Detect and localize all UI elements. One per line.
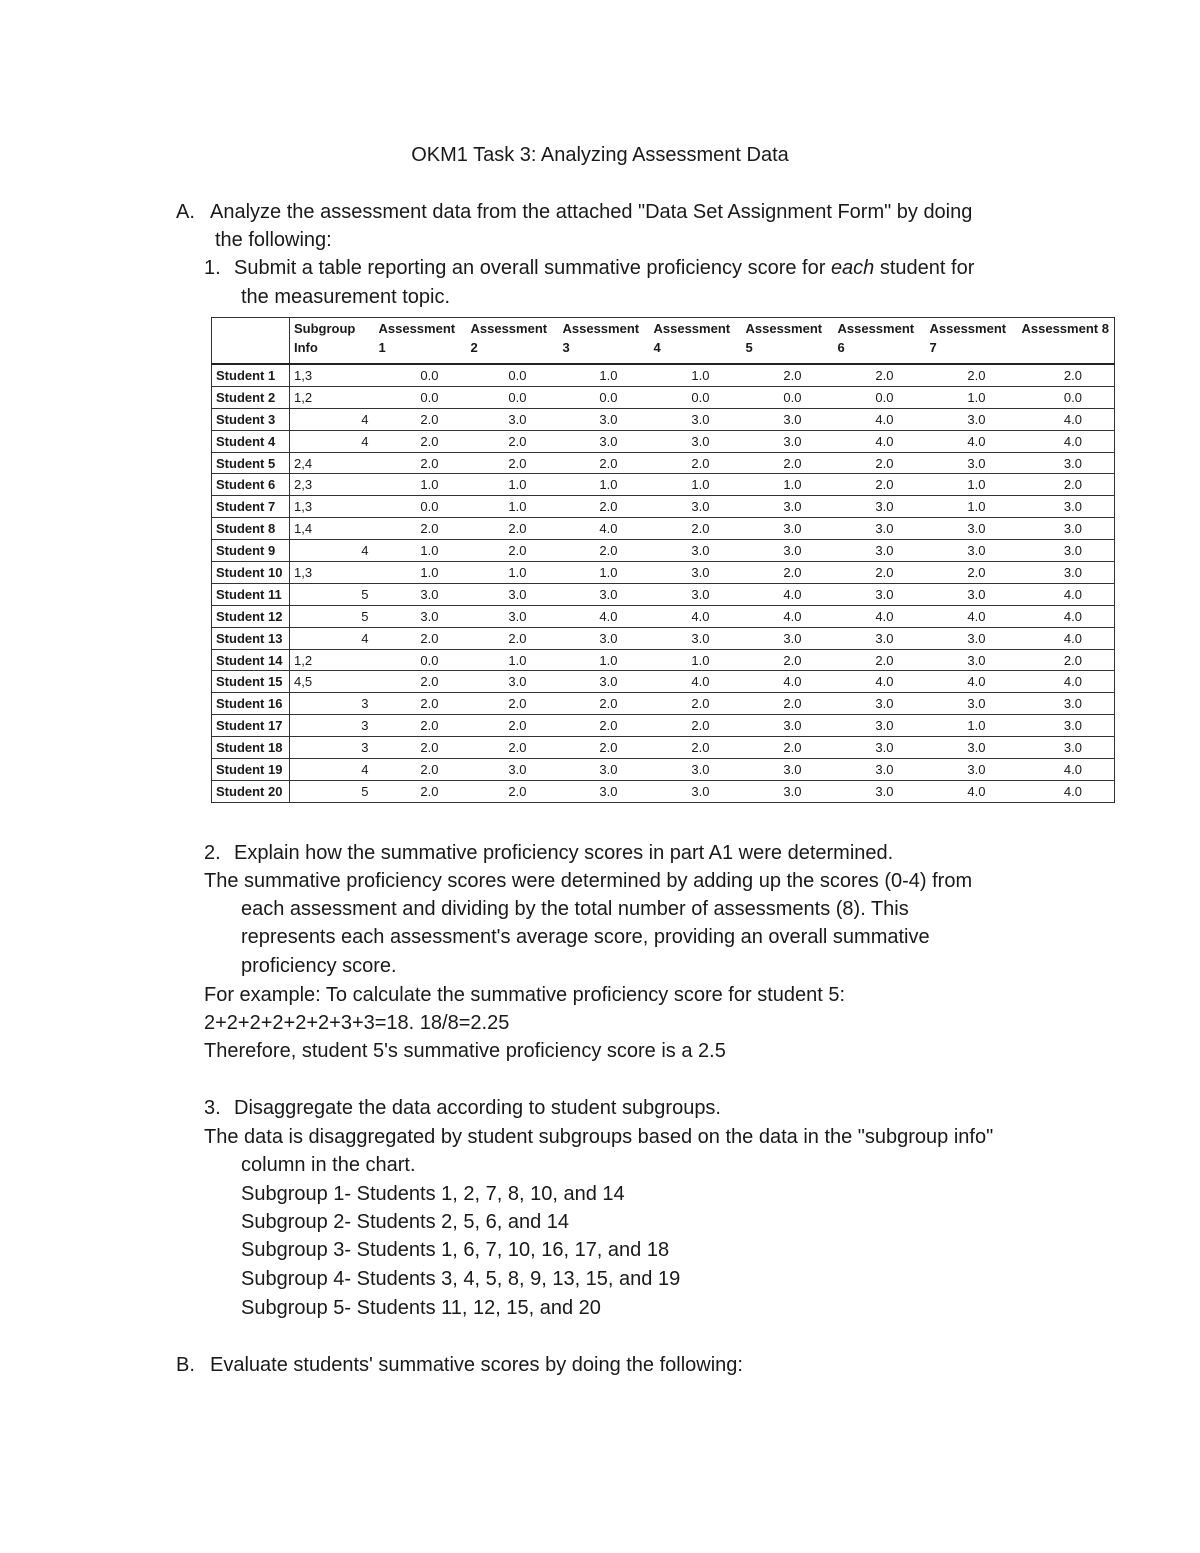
score-cell: 4.0 (1018, 759, 1115, 781)
student-name-cell: Student 17 (212, 715, 290, 737)
score-cell: 1.0 (650, 474, 742, 496)
table-row (212, 430, 1115, 452)
item3-answer-line2: column in the chart. (241, 1154, 416, 1176)
student-name-cell: Student 16 (212, 693, 290, 715)
score-cell: 4.0 (926, 780, 1018, 802)
score-cell: 4.0 (1018, 430, 1115, 452)
score-cell: 2.0 (467, 540, 559, 562)
score-cell: 3.0 (834, 496, 926, 518)
table-row (212, 496, 1115, 518)
score-cell: 3.0 (834, 518, 926, 540)
subgroup-cell: 1,2 (290, 649, 375, 671)
item1-line2: the measurement topic. (241, 286, 450, 308)
score-cell: 2.0 (375, 430, 467, 452)
score-cell: 1.0 (375, 540, 467, 562)
student-name-cell: Student 20 (212, 780, 290, 802)
score-cell: 2.0 (467, 715, 559, 737)
score-cell: 3.0 (1018, 452, 1115, 474)
score-cell: 0.0 (742, 386, 834, 408)
score-cell: 2.0 (834, 364, 926, 386)
subgroup-cell: 3 (290, 737, 375, 759)
score-cell: 4.0 (742, 671, 834, 693)
score-cell: 4.0 (834, 671, 926, 693)
score-cell: 0.0 (375, 364, 467, 386)
score-cell: 2.0 (375, 737, 467, 759)
score-cell: 3.0 (742, 780, 834, 802)
score-cell: 2.0 (467, 693, 559, 715)
score-cell: 3.0 (834, 627, 926, 649)
score-cell: 2.0 (559, 496, 650, 518)
item3-answer-line1: The data is disaggregated by student subgroups based on the data in the "subgroup info" (204, 1126, 994, 1148)
score-cell: 2.0 (559, 540, 650, 562)
score-cell: 0.0 (467, 386, 559, 408)
score-cell: 4.0 (1018, 671, 1115, 693)
table-row (212, 693, 1115, 715)
score-cell: 3.0 (926, 693, 1018, 715)
table-row (212, 605, 1115, 627)
item3-number: 3. (204, 1097, 221, 1119)
item2-example-line1: For example: To calculate the summative proficiency score for student 5: (204, 984, 846, 1006)
item3-text: Disaggregate the data according to student subgroups. (234, 1097, 721, 1119)
part-b-label: B. (176, 1354, 195, 1376)
score-cell: 1.0 (375, 474, 467, 496)
table-row (212, 627, 1115, 649)
score-cell: 3.0 (926, 452, 1018, 474)
score-cell: 3.0 (926, 737, 1018, 759)
student-name-cell: Student 2 (212, 386, 290, 408)
item2-example-line2: 2+2+2+2+2+2+3+3=18. 18/8=2.25 (204, 1012, 510, 1034)
score-cell: 2.0 (467, 737, 559, 759)
score-cell: 2.0 (375, 408, 467, 430)
score-cell: 1.0 (926, 386, 1018, 408)
score-cell: 0.0 (1018, 386, 1115, 408)
score-cell: 3.0 (1018, 693, 1115, 715)
score-cell: 3.0 (742, 715, 834, 737)
student-name-cell: Student 11 (212, 583, 290, 605)
item2-number: 2. (204, 842, 221, 864)
score-cell: 2.0 (1018, 474, 1115, 496)
score-cell: 2.0 (650, 452, 742, 474)
score-cell: 4.0 (742, 605, 834, 627)
subgroup-cell: 1,3 (290, 364, 375, 386)
table-row (212, 649, 1115, 671)
score-cell: 2.0 (467, 518, 559, 540)
score-cell: 3.0 (650, 780, 742, 802)
score-cell: 2.0 (742, 693, 834, 715)
score-cell: 3.0 (650, 430, 742, 452)
score-cell: 1.0 (467, 496, 559, 518)
subgroup-cell: 5 (290, 583, 375, 605)
score-cell: 3.0 (742, 518, 834, 540)
score-cell: 4.0 (1018, 627, 1115, 649)
subgroup-cell: 4 (290, 627, 375, 649)
score-cell: 0.0 (375, 386, 467, 408)
score-cell: 2.0 (559, 693, 650, 715)
score-cell: 1.0 (650, 364, 742, 386)
score-cell: 4.0 (650, 671, 742, 693)
score-cell: 0.0 (375, 649, 467, 671)
subgroup-cell: 4 (290, 430, 375, 452)
score-cell: 2.0 (559, 715, 650, 737)
score-cell: 3.0 (926, 408, 1018, 430)
student-name-cell: Student 12 (212, 605, 290, 627)
score-cell: 1.0 (559, 474, 650, 496)
score-cell: 3.0 (559, 430, 650, 452)
student-name-cell: Student 3 (212, 408, 290, 430)
score-cell: 4.0 (1018, 408, 1115, 430)
score-cell: 3.0 (375, 605, 467, 627)
score-cell: 1.0 (926, 715, 1018, 737)
score-cell: 3.0 (834, 780, 926, 802)
score-cell: 2.0 (926, 364, 1018, 386)
table-row (212, 452, 1115, 474)
score-cell: 3.0 (834, 693, 926, 715)
score-cell: 3.0 (559, 627, 650, 649)
item1-number: 1. (204, 257, 221, 279)
score-cell: 3.0 (834, 583, 926, 605)
score-cell: 2.0 (375, 759, 467, 781)
score-cell: 1.0 (467, 562, 559, 584)
header-cell: Assessment 6 (834, 318, 926, 365)
score-cell: 2.0 (834, 562, 926, 584)
score-cell: 2.0 (467, 452, 559, 474)
table-row (212, 474, 1115, 496)
score-cell: 3.0 (650, 562, 742, 584)
score-cell: 3.0 (559, 408, 650, 430)
score-cell: 4.0 (834, 605, 926, 627)
score-cell: 3.0 (742, 627, 834, 649)
header-cell: Assessment 5 (742, 318, 834, 365)
subgroup-cell: 1,3 (290, 562, 375, 584)
score-cell: 2.0 (375, 627, 467, 649)
subgroup-cell: 5 (290, 605, 375, 627)
score-cell: 3.0 (1018, 540, 1115, 562)
score-cell: 3.0 (467, 408, 559, 430)
subgroup-cell: 4 (290, 408, 375, 430)
subgroup-cell: 2,4 (290, 452, 375, 474)
student-name-cell: Student 15 (212, 671, 290, 693)
table-row (212, 540, 1115, 562)
score-cell: 3.0 (926, 649, 1018, 671)
item2-answer-line1: The summative proficiency scores were determined by adding up the scores (0-4) from (204, 870, 973, 892)
table-row (212, 671, 1115, 693)
item2-answer-line2: each assessment and dividing by the total number of assessments (8). This (241, 898, 909, 920)
student-name-cell: Student 1 (212, 364, 290, 386)
header-cell: Subgroup Info (290, 318, 375, 365)
table-header-row (212, 318, 1115, 365)
page-title: OKM1 Task 3: Analyzing Assessment Data (411, 144, 789, 166)
score-cell: 3.0 (1018, 715, 1115, 737)
score-cell: 0.0 (834, 386, 926, 408)
item1-text (234, 254, 974, 282)
score-cell: 2.0 (926, 562, 1018, 584)
subgroup-2-line: Subgroup 2- Students 2, 5, 6, and 14 (241, 1211, 570, 1233)
subgroup-cell: 1,4 (290, 518, 375, 540)
item2-text: Explain how the summative proficiency scores in part A1 were determined. (234, 842, 894, 864)
score-cell: 3.0 (1018, 737, 1115, 759)
score-cell: 0.0 (559, 386, 650, 408)
table-row (212, 518, 1115, 540)
score-cell: 1.0 (559, 562, 650, 584)
score-cell: 4.0 (926, 671, 1018, 693)
student-name-cell: Student 8 (212, 518, 290, 540)
score-cell: 2.0 (375, 693, 467, 715)
score-cell: 3.0 (926, 518, 1018, 540)
student-name-cell: Student 7 (212, 496, 290, 518)
header-cell: Assessment 4 (650, 318, 742, 365)
table-row (212, 386, 1115, 408)
score-cell: 1.0 (926, 496, 1018, 518)
score-cell: 2.0 (650, 518, 742, 540)
header-cell: Assessment 2 (467, 318, 559, 365)
score-cell: 0.0 (650, 386, 742, 408)
student-name-cell: Student 5 (212, 452, 290, 474)
score-cell: 2.0 (467, 430, 559, 452)
score-cell: 3.0 (742, 759, 834, 781)
part-a-line1: Analyze the assessment data from the attached "Data Set Assignment Form" by doing (210, 201, 973, 223)
score-cell: 0.0 (375, 496, 467, 518)
score-cell: 4.0 (559, 605, 650, 627)
item2-answer-line3: represents each assessment's average score, providing an overall summative (241, 926, 930, 948)
table-row (212, 562, 1115, 584)
score-cell: 1.0 (467, 649, 559, 671)
table-body (212, 364, 1115, 802)
subgroup-cell: 2,3 (290, 474, 375, 496)
subgroup-cell: 4,5 (290, 671, 375, 693)
header-cell (212, 318, 290, 365)
score-cell: 4.0 (1018, 583, 1115, 605)
score-cell: 3.0 (650, 496, 742, 518)
score-cell: 2.0 (742, 737, 834, 759)
table-row (212, 364, 1115, 386)
score-cell: 2.0 (467, 627, 559, 649)
score-cell: 1.0 (742, 474, 834, 496)
score-cell: 4.0 (559, 518, 650, 540)
table-row (212, 715, 1115, 737)
score-cell: 1.0 (375, 562, 467, 584)
subgroup-4-line: Subgroup 4- Students 3, 4, 5, 8, 9, 13, 15, and 19 (241, 1268, 681, 1290)
score-cell: 4.0 (834, 408, 926, 430)
score-cell: 2.0 (559, 737, 650, 759)
subgroup-3-line: Subgroup 3- Students 1, 6, 7, 10, 16, 17, and 18 (241, 1239, 670, 1261)
score-cell: 0.0 (467, 364, 559, 386)
score-cell: 2.0 (650, 715, 742, 737)
score-cell: 2.0 (467, 780, 559, 802)
header-cell: Assessment 3 (559, 318, 650, 365)
table-row (212, 759, 1115, 781)
score-cell: 4.0 (1018, 605, 1115, 627)
subgroup-cell: 4 (290, 759, 375, 781)
score-cell: 3.0 (742, 496, 834, 518)
score-cell: 2.0 (834, 649, 926, 671)
score-cell: 2.0 (834, 474, 926, 496)
score-cell: 4.0 (650, 605, 742, 627)
item2-example-line3: Therefore, student 5's summative proficiency score is a 2.5 (204, 1040, 726, 1062)
student-name-cell: Student 4 (212, 430, 290, 452)
score-cell: 1.0 (926, 474, 1018, 496)
score-cell: 2.0 (375, 671, 467, 693)
part-a-line2: the following: (215, 229, 332, 251)
score-cell: 3.0 (650, 583, 742, 605)
score-cell: 2.0 (375, 715, 467, 737)
score-cell: 2.0 (1018, 364, 1115, 386)
table-row (212, 780, 1115, 802)
part-b-text: Evaluate students' summative scores by doing the following: (210, 1354, 743, 1376)
score-cell: 2.0 (650, 693, 742, 715)
score-cell: 3.0 (926, 540, 1018, 562)
scores-table (211, 317, 1115, 803)
subgroup-cell: 4 (290, 540, 375, 562)
student-name-cell: Student 9 (212, 540, 290, 562)
score-cell: 3.0 (834, 715, 926, 737)
score-cell: 4.0 (742, 583, 834, 605)
score-cell: 3.0 (834, 540, 926, 562)
score-cell: 2.0 (375, 518, 467, 540)
score-cell: 2.0 (1018, 649, 1115, 671)
score-cell: 3.0 (1018, 496, 1115, 518)
subgroup-cell: 5 (290, 780, 375, 802)
score-cell: 2.0 (742, 364, 834, 386)
score-cell: 2.0 (742, 562, 834, 584)
score-cell: 2.0 (834, 452, 926, 474)
score-cell: 3.0 (742, 408, 834, 430)
score-cell: 4.0 (834, 430, 926, 452)
subgroup-1-line: Subgroup 1- Students 1, 2, 7, 8, 10, and 14 (241, 1183, 625, 1205)
item2-answer-line4: proficiency score. (241, 955, 397, 977)
part-a-label: A. (176, 201, 195, 223)
score-cell: 3.0 (559, 780, 650, 802)
student-name-cell: Student 14 (212, 649, 290, 671)
table-row (212, 408, 1115, 430)
item1-text-b: student for (874, 257, 975, 279)
score-cell: 1.0 (559, 649, 650, 671)
item1-text-a: Submit a table reporting an overall summative proficiency score for (234, 257, 831, 279)
score-cell: 2.0 (742, 452, 834, 474)
subgroup-cell: 1,3 (290, 496, 375, 518)
score-cell: 3.0 (650, 627, 742, 649)
score-cell: 3.0 (467, 759, 559, 781)
score-cell: 3.0 (467, 605, 559, 627)
score-cell: 1.0 (467, 474, 559, 496)
score-cell: 3.0 (834, 759, 926, 781)
score-cell: 2.0 (375, 780, 467, 802)
student-name-cell: Student 6 (212, 474, 290, 496)
score-cell: 4.0 (1018, 780, 1115, 802)
score-cell: 3.0 (926, 583, 1018, 605)
score-cell: 3.0 (650, 759, 742, 781)
score-cell: 3.0 (834, 737, 926, 759)
score-cell: 1.0 (650, 649, 742, 671)
header-cell: Assessment 7 (926, 318, 1018, 365)
subgroup-5-line: Subgroup 5- Students 11, 12, 15, and 20 (241, 1297, 601, 1319)
student-name-cell: Student 18 (212, 737, 290, 759)
score-cell: 2.0 (650, 737, 742, 759)
score-cell: 1.0 (559, 364, 650, 386)
score-cell: 3.0 (650, 408, 742, 430)
subgroup-cell: 1,2 (290, 386, 375, 408)
score-cell: 2.0 (559, 452, 650, 474)
header-cell: Assessment 1 (375, 318, 467, 365)
score-cell: 4.0 (926, 430, 1018, 452)
score-cell: 3.0 (926, 627, 1018, 649)
score-cell: 3.0 (467, 671, 559, 693)
score-cell: 2.0 (742, 649, 834, 671)
score-cell: 3.0 (1018, 562, 1115, 584)
score-cell: 4.0 (926, 605, 1018, 627)
student-name-cell: Student 19 (212, 759, 290, 781)
score-cell: 3.0 (926, 759, 1018, 781)
score-cell: 3.0 (742, 430, 834, 452)
score-cell: 2.0 (375, 452, 467, 474)
subgroup-cell: 3 (290, 715, 375, 737)
score-cell: 3.0 (742, 540, 834, 562)
header-cell: Assessment 8 (1018, 318, 1115, 365)
student-name-cell: Student 13 (212, 627, 290, 649)
score-cell: 3.0 (1018, 518, 1115, 540)
student-name-cell: Student 10 (212, 562, 290, 584)
score-cell: 3.0 (559, 583, 650, 605)
item1-text-em: each (830, 257, 875, 279)
table-row (212, 737, 1115, 759)
score-cell: 3.0 (650, 540, 742, 562)
table-row (212, 583, 1115, 605)
score-cell: 3.0 (375, 583, 467, 605)
score-cell: 3.0 (559, 671, 650, 693)
score-cell: 3.0 (467, 583, 559, 605)
subgroup-cell: 3 (290, 693, 375, 715)
score-cell: 3.0 (559, 759, 650, 781)
